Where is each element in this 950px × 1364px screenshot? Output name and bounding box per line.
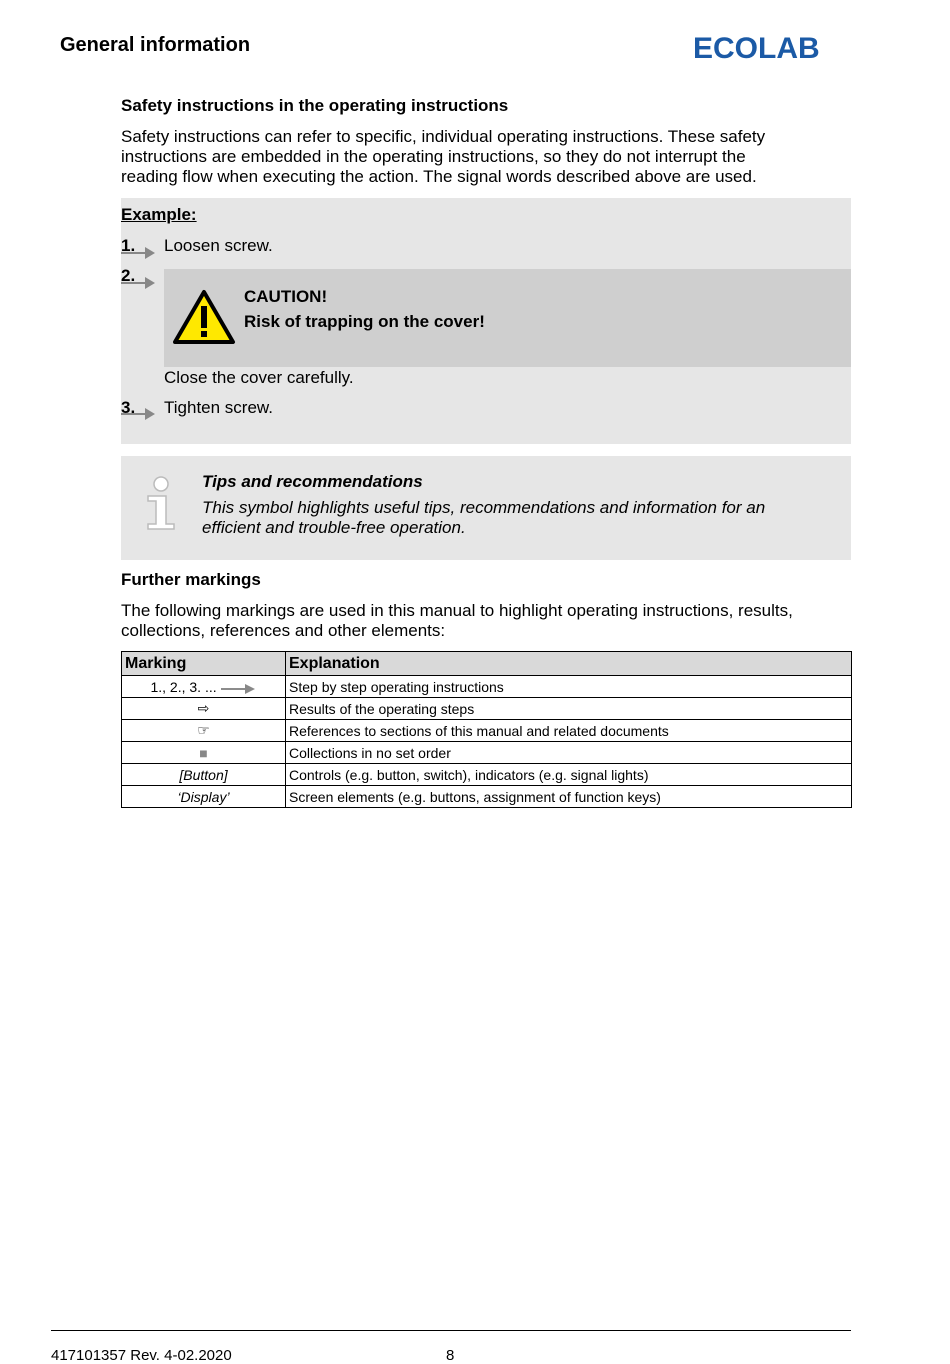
caution-message: Risk of trapping on the cover! xyxy=(244,312,485,331)
further-body-line: collections, references and other elements: xyxy=(121,621,446,640)
page-number: 8 xyxy=(446,1347,455,1364)
step-arrow-icon xyxy=(121,245,157,259)
example-label: Example: xyxy=(121,205,197,224)
bullet-square-icon: ■ xyxy=(122,742,286,764)
tips-title: Tips and recommendations xyxy=(202,472,423,491)
tips-text-line: This symbol highlights useful tips, recommendations and information for an xyxy=(202,498,766,517)
step-arrow-icon xyxy=(121,406,157,420)
section-body-line: reading flow when executing the action. The signal words described above are used. xyxy=(121,167,757,186)
page-header-title: General information xyxy=(60,34,251,56)
table-row xyxy=(122,742,852,764)
warning-triangle-icon xyxy=(172,289,236,345)
tips-text-line: efficient and trouble-free operation. xyxy=(202,518,466,537)
explanation-cell: Controls (e.g. button, switch), indicators (e.g. signal lights) xyxy=(286,764,852,786)
footer-doc-number: 417101357 Rev. 4-02.2020 xyxy=(51,1347,232,1364)
step-number: 3. xyxy=(121,398,136,417)
info-icon xyxy=(144,474,178,532)
step-text: Loosen screw. xyxy=(164,236,273,255)
step-arrow-icon xyxy=(221,682,257,694)
explanation-cell: Results of the operating steps xyxy=(286,698,852,720)
column-header-marking: Marking xyxy=(122,652,286,676)
ecolab-logo xyxy=(693,28,843,64)
caution-signal-word: CAUTION! xyxy=(244,287,328,306)
explanation-cell: Step by step operating instructions xyxy=(286,676,852,698)
section-body xyxy=(121,127,765,187)
explanation-cell: Collections in no set order xyxy=(286,742,852,764)
markings-table xyxy=(121,651,852,808)
marking-cell: [Button] xyxy=(122,764,286,786)
result-arrow-icon: ⇨ xyxy=(122,698,286,720)
marking-cell xyxy=(122,676,286,698)
step-text: Tighten screw. xyxy=(164,398,273,417)
further-heading: Further markings xyxy=(121,570,261,589)
reference-hand-icon: ☞ xyxy=(122,720,286,742)
footer-divider xyxy=(51,1330,851,1331)
step-arrow-icon xyxy=(121,275,157,289)
marking-text: 1., 2., 3. ... xyxy=(150,678,217,695)
section-body-line: instructions are embedded in the operating instructions, so they do not interrupt the xyxy=(121,147,746,166)
logo-text: ECOLAB xyxy=(693,32,820,64)
explanation-cell: References to sections of this manual and related documents xyxy=(286,720,852,742)
step-number: 2. xyxy=(121,266,136,285)
step-text: Close the cover carefully. xyxy=(164,368,354,387)
table-row xyxy=(122,720,852,742)
further-body-line: The following markings are used in this manual to highlight operating instructions, results, xyxy=(121,601,793,620)
further-body xyxy=(121,601,793,641)
tips-text xyxy=(202,498,842,538)
section-body-line: Safety instructions can refer to specific, individual operating instructions. These safety xyxy=(121,127,766,146)
step-number: 1. xyxy=(121,236,136,255)
explanation-cell: Screen elements (e.g. buttons, assignment of function keys) xyxy=(286,786,852,808)
section-heading: Safety instructions in the operating instructions xyxy=(121,96,509,115)
column-header-explanation: Explanation xyxy=(286,652,852,676)
table-header-row xyxy=(122,652,852,676)
marking-cell: ‘Display’ xyxy=(122,786,286,808)
table-row xyxy=(122,698,852,720)
table-row xyxy=(122,786,852,808)
table-row xyxy=(122,764,852,786)
table-row xyxy=(122,676,852,698)
